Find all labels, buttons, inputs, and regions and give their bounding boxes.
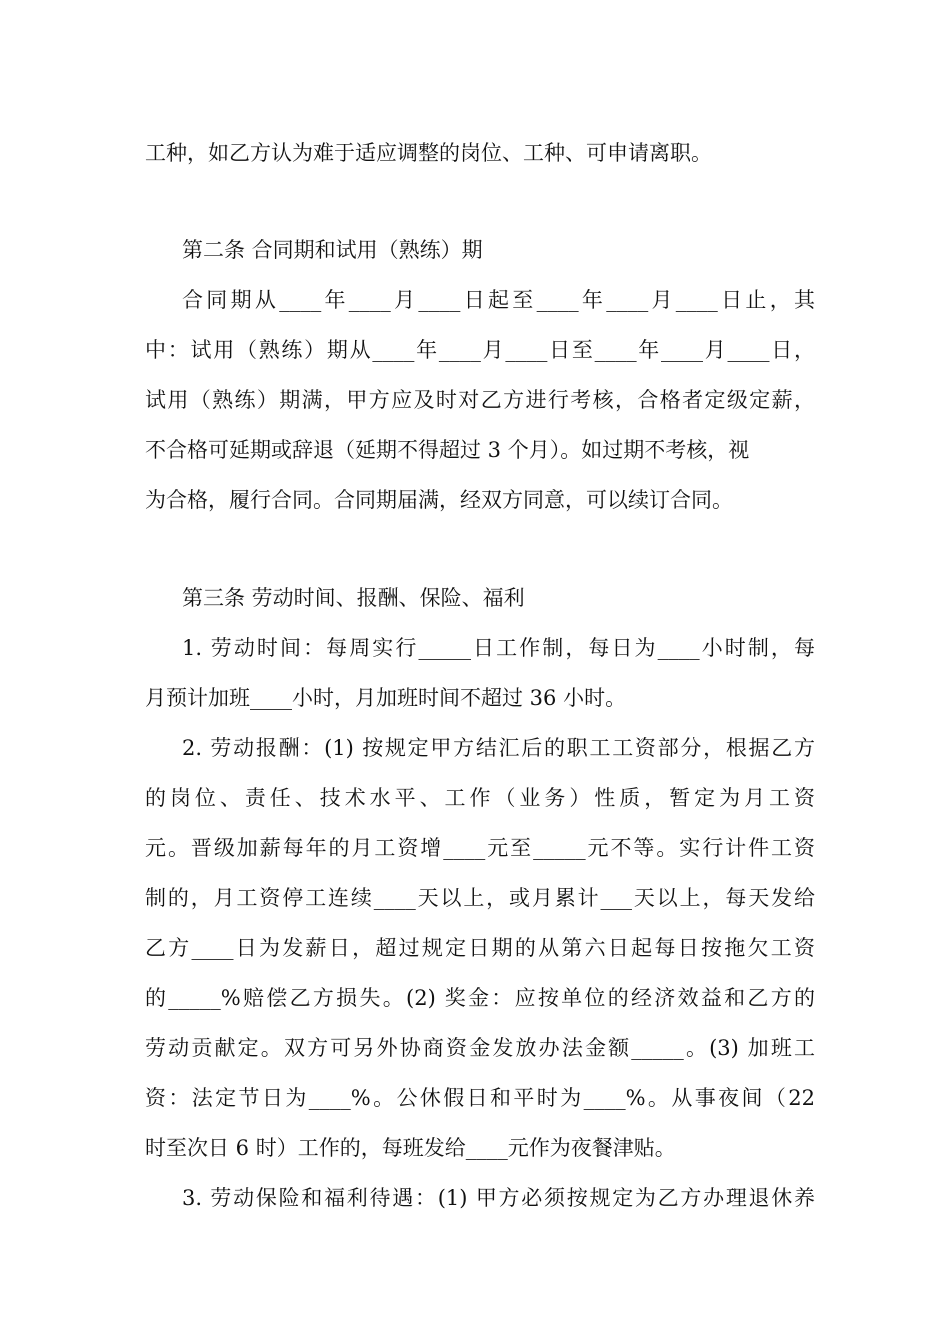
paragraph-line-20: 3. 劳动保险和福利待遇：(1) 甲方必须按规定为乙方办理退休养: [182, 1186, 815, 1210]
paragraph-line-9: 1. 劳动时间：每周实行_____日工作制，每日为____小时制，每: [182, 636, 815, 660]
paragraph-line-13: 元。晋级加薪每年的月工资增____元至_____元不等。实行计件工资: [145, 836, 815, 860]
paragraph-line-12: 的岗位、责任、技术水平、工作（业务）性质，暂定为月工资: [145, 786, 815, 810]
paragraph-line-5: 试用（熟练）期满，甲方应及时对乙方进行考核，合格者定级定薪，: [145, 388, 815, 412]
paragraph-line-4: 中：试用（熟练）期从____年____月____日至____年____月____日，: [145, 338, 815, 362]
paragraph-line-14: 制的，月工资停工连续____天以上，或月累计___天以上，每天发给: [145, 886, 815, 910]
paragraph-line-7: 为合格，履行合同。合同期届满，经双方同意，可以续订合同。: [145, 488, 733, 512]
paragraph-line-16: 的_____%赔偿乙方损失。(2) 奖金：应按单位的经济效益和乙方的: [145, 986, 815, 1010]
paragraph-line-1: 工种，如乙方认为难于适应调整的岗位、工种、可申请离职。: [145, 141, 712, 165]
paragraph-line-19: 时至次日 6 时）工作的，每班发给____元作为夜餐津贴。: [145, 1136, 676, 1160]
paragraph-line-18: 资：法定节日为____%。公休假日和平时为____%。从事夜间（22: [145, 1086, 815, 1110]
paragraph-line-17: 劳动贡献定。双方可另外协商资金发放办法金额_____。(3) 加班工: [145, 1036, 815, 1060]
paragraph-line-3: 合同期从____年____月____日起至____年____月____日止，其: [182, 288, 815, 312]
paragraph-line-15: 乙方____日为发薪日，超过规定日期的从第六日起每日按拖欠工资: [145, 936, 815, 960]
article-2-heading: 第二条 合同期和试用（熟练）期: [182, 238, 483, 262]
paragraph-line-10: 月预计加班____小时，月加班时间不超过 36 小时。: [145, 686, 627, 710]
article-3-heading: 第三条 劳动时间、报酬、保险、福利: [182, 586, 525, 610]
paragraph-line-6: 不合格可延期或辞退（延期不得超过 3 个月）。如过期不考核，视: [145, 438, 750, 462]
paragraph-line-11: 2. 劳动报酬：(1) 按规定甲方结汇后的职工工资部分，根据乙方: [182, 736, 815, 760]
